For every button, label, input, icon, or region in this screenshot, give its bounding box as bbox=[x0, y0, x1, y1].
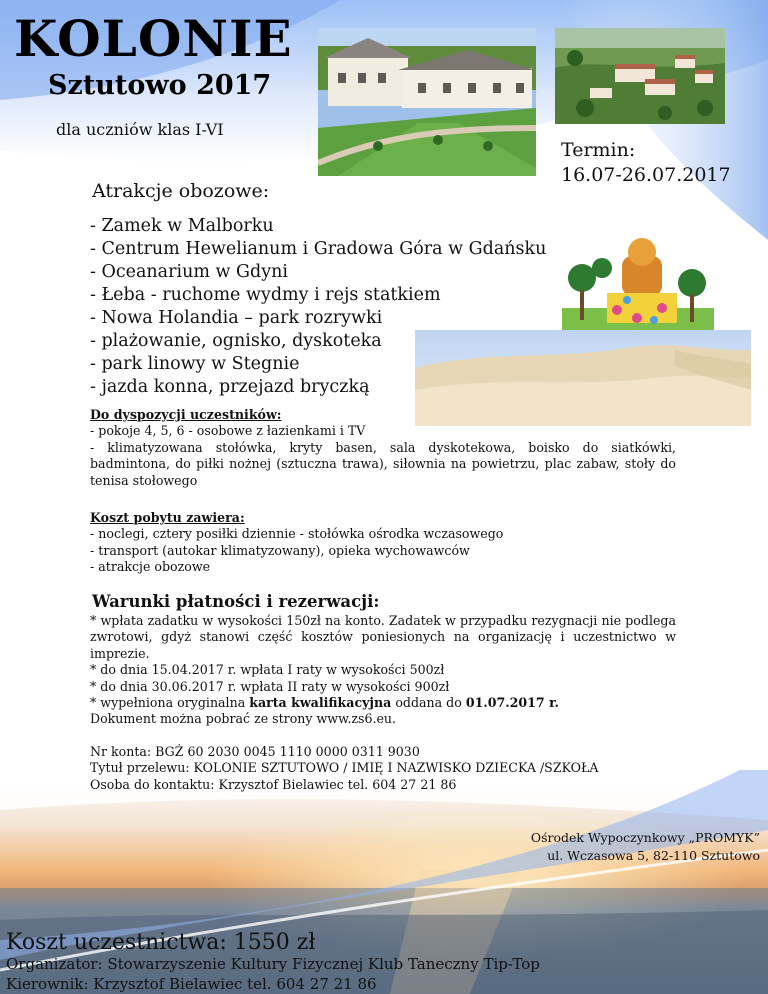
transfer-title: Tytuł przelewu: KOLONIE SZTUTOWO / IMIĘ I NAZWISKO DZIECKA /SZKOŁA bbox=[90, 760, 599, 776]
facilities-rooms: - pokoje 4, 5, 6 - osobowe z łazienkami i TV bbox=[90, 423, 366, 439]
list-item: - jazda konna, przejazd bryczką bbox=[90, 377, 370, 397]
facilities-heading: Do dyspozycji uczestników: bbox=[90, 407, 282, 422]
payment-deposit: * wpłata zadatku w wysokości 150zł na konto. Zadatek w przypadku rezygnacji nie podlega zwrotowi, gdyż stanowi część kosztów poniesionych na organizację i uczestnictwo w imprezie. bbox=[90, 613, 676, 661]
list-item: - Nowa Holandia – park rozrywki bbox=[90, 308, 383, 328]
page-title: KOLONIE bbox=[14, 9, 293, 68]
facilities-section bbox=[90, 407, 676, 489]
term-block bbox=[561, 138, 731, 188]
includes-heading: Koszt pobytu zawiera: bbox=[90, 510, 245, 525]
list-item: - transport (autokar klimatyzowany), opieka wychowawców bbox=[90, 542, 470, 558]
list-item: - Oceanarium w Gdyni bbox=[90, 262, 288, 282]
amusement-park-photo bbox=[562, 238, 714, 344]
payment-rate-1: * do dnia 15.04.2017 r. wpłata I raty w wysokości 500zł bbox=[90, 662, 445, 678]
payment-section bbox=[90, 613, 676, 793]
facilities-amenities: - klimatyzowana stołówka, kryty basen, sala dyskotekowa, boisko do siatkówki, badmintona, do piłki nożnej (sztuczna trawa), siłownia na powietrzu, plac zabaw, stoły do tenisa stołowego bbox=[90, 439, 676, 488]
card-deadline: 01.07.2017 r. bbox=[465, 695, 559, 711]
payment-card-line bbox=[90, 695, 676, 711]
payment-rate-2: * do dnia 30.06.2017 r. wpłata II raty w wysokości 900zł bbox=[90, 678, 450, 694]
list-item: - noclegi, cztery posiłki dziennie - stołówka ośrodka wczasowego bbox=[90, 526, 504, 542]
card-prefix: * wypełniona oryginalna bbox=[90, 695, 250, 711]
organizer: Organizator: Stowarzyszenie Kultury Fizycznej Klub Taneczny Tip-Top bbox=[6, 955, 540, 973]
list-item: - Centrum Hewelianum i Gradowa Góra w Gdańsku bbox=[90, 239, 547, 259]
venue-info bbox=[470, 829, 760, 865]
card-name: karta kwalifikacyjna bbox=[249, 695, 392, 711]
bank-account: Nr konta: BGŻ 60 2030 0045 1110 0000 0311 9030 bbox=[90, 743, 420, 759]
resort-aerial-photo bbox=[555, 28, 725, 124]
target-grades: dla uczniów klas I-VI bbox=[56, 120, 224, 139]
venue-address: ul. Wczasowa 5, 82-110 Sztutowo bbox=[547, 848, 760, 863]
venue-name: Ośrodek Wypoczynkowy „PROMYK” bbox=[530, 830, 760, 845]
list-item: - plażowanie, ognisko, dyskoteka bbox=[90, 331, 382, 351]
page-subtitle: Sztutowo 2017 bbox=[48, 70, 272, 101]
camp-manager: Kierownik: Krzysztof Bielawiec tel. 604 27 21 86 bbox=[6, 975, 377, 993]
payment-heading: Warunki płatności i rezerwacji: bbox=[92, 592, 380, 611]
includes-section bbox=[90, 510, 676, 576]
term-label: Termin: bbox=[561, 139, 636, 161]
list-item: - atrakcje obozowe bbox=[90, 559, 211, 575]
list-item: - Łeba - ruchome wydmy i rejs statkiem bbox=[90, 285, 441, 305]
list-item: - park linowy w Stegnie bbox=[90, 354, 300, 374]
payment-download: Dokument można pobrać ze strony www.zs6.eu. bbox=[90, 711, 397, 727]
list-item: - Zamek w Malborku bbox=[90, 216, 274, 236]
card-mid: oddana do bbox=[391, 695, 466, 711]
contact-person: Osoba do kontaktu: Krzysztof Bielawiec tel. 604 27 21 86 bbox=[90, 776, 457, 792]
attractions-heading: Atrakcje obozowe: bbox=[92, 180, 270, 202]
term-dates: 16.07-26.07.2017 bbox=[561, 164, 731, 186]
resort-courtyard-photo bbox=[318, 28, 536, 176]
participation-cost: Koszt uczestnictwa: 1550 zł bbox=[6, 930, 316, 955]
